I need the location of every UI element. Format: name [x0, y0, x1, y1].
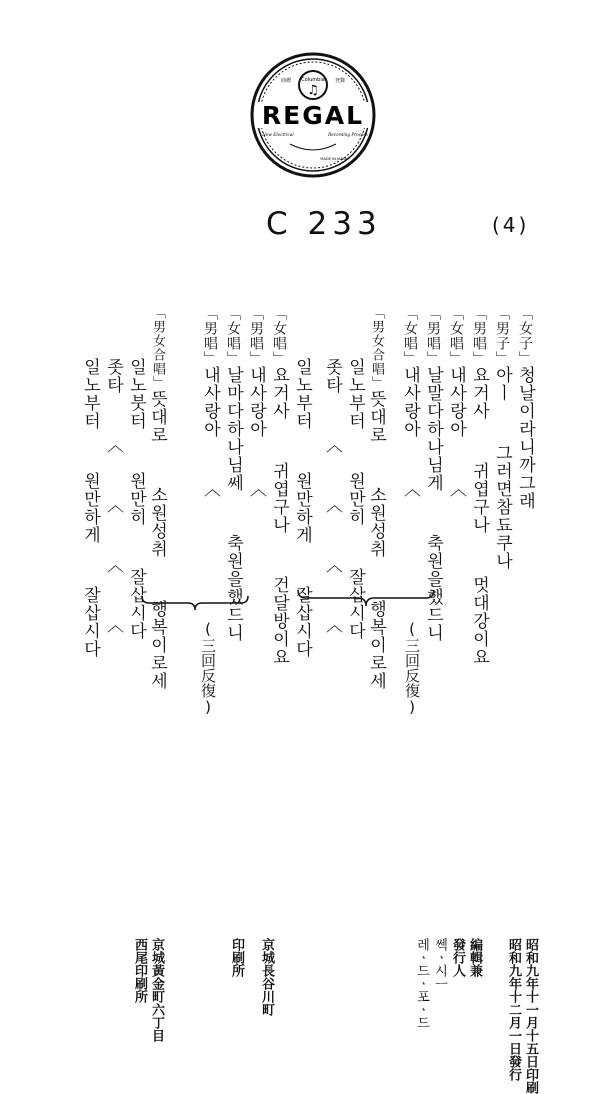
- lyric-column-3: 「男唱」요거사 귀엽구나 멋대강이요: [469, 306, 489, 666]
- logo-left-caption: New Electrical: [262, 132, 294, 137]
- lyric-column-18: 일노부터 원만하게 잘삽시다: [80, 358, 100, 658]
- repeat-bracket-2: [140, 594, 250, 612]
- logo-mark-right: 登錄: [334, 78, 346, 84]
- print-date: 昭和九年十一月十五日印刷: [523, 938, 538, 1094]
- brand-name: REGAL: [261, 101, 365, 130]
- lyric-column-17: 좃타 〈 〈 〈 〈: [103, 358, 123, 634]
- lyric-column-1: 「女子」청날이라니까그래: [515, 306, 535, 510]
- lyric-column-10: 일노부터 원만하게 잘삽시다: [292, 358, 312, 658]
- lyric-column-11: 「女唱」요거사 귀엽구나 건달방이요: [269, 306, 289, 666]
- repeat-note-1: (三回反復): [403, 620, 421, 716]
- lyric-column-5: 「男唱」날말다하나님게 축원을했드니: [423, 306, 443, 642]
- printer-label: 印刷所: [229, 938, 244, 977]
- lyric-column-12: 「男唱」내사랑아 〈: [246, 306, 266, 498]
- logo-bottom-text: MADE IN JAPAN: [320, 157, 348, 161]
- printer-name: 西尾印刷所: [132, 938, 147, 1003]
- columbia-text: Columbia: [301, 77, 325, 83]
- logo-right-caption: Recording Process: [328, 132, 368, 137]
- lyric-column-16: 일노붓터 원만히 잘삽시다: [126, 358, 146, 640]
- publisher-address: 京城長谷川町: [259, 938, 274, 1016]
- lyric-column-2: 「男子」아ㅣ 그러면참됴쿠나: [492, 306, 512, 570]
- repeat-bracket-1: [296, 588, 436, 608]
- catalog-number: C 233: [266, 206, 382, 242]
- svg-text:♫: ♫: [307, 83, 319, 98]
- lyric-column-8: 일노부터 원만히 잘삽시다: [345, 358, 365, 640]
- lyric-column-6: 「女唱」내사랑아 〈: [400, 306, 420, 498]
- editor-name: 쎅ㆍ시ㅡ: [432, 938, 447, 990]
- lyric-column-15: 「男女合唱」뜻대로 소원성취 행복이로세: [147, 306, 167, 690]
- side-number: (4): [492, 213, 530, 237]
- lyric-column-13: 「女唱」날마다하나님쎄 축원을했드니: [223, 306, 243, 642]
- publisher-name: 레ㆍ드ㆍ포ㆍ드: [414, 938, 429, 1029]
- lyric-column-9: 좃타 〈 〈 〈 〈: [322, 358, 342, 634]
- regal-logo: [250, 52, 376, 178]
- editor-label: 編輯兼: [467, 938, 482, 977]
- lyric-column-14: 「男唱」내사랑아 〈: [200, 306, 220, 498]
- repeat-note-2: (三回反復): [199, 620, 217, 716]
- lyric-column-7: 「男女合唱」뜻대로 소원성취 행복이로세: [366, 306, 386, 690]
- issue-date: 昭和九年十二月一日發行: [506, 938, 521, 1081]
- printer-address: 京城黃金町六丁目: [149, 938, 164, 1042]
- lyric-column-4: 「女唱」내사랑아 〈: [446, 306, 466, 498]
- logo-mark-left: 商標: [280, 78, 292, 84]
- publisher-label: 發行人: [450, 938, 465, 977]
